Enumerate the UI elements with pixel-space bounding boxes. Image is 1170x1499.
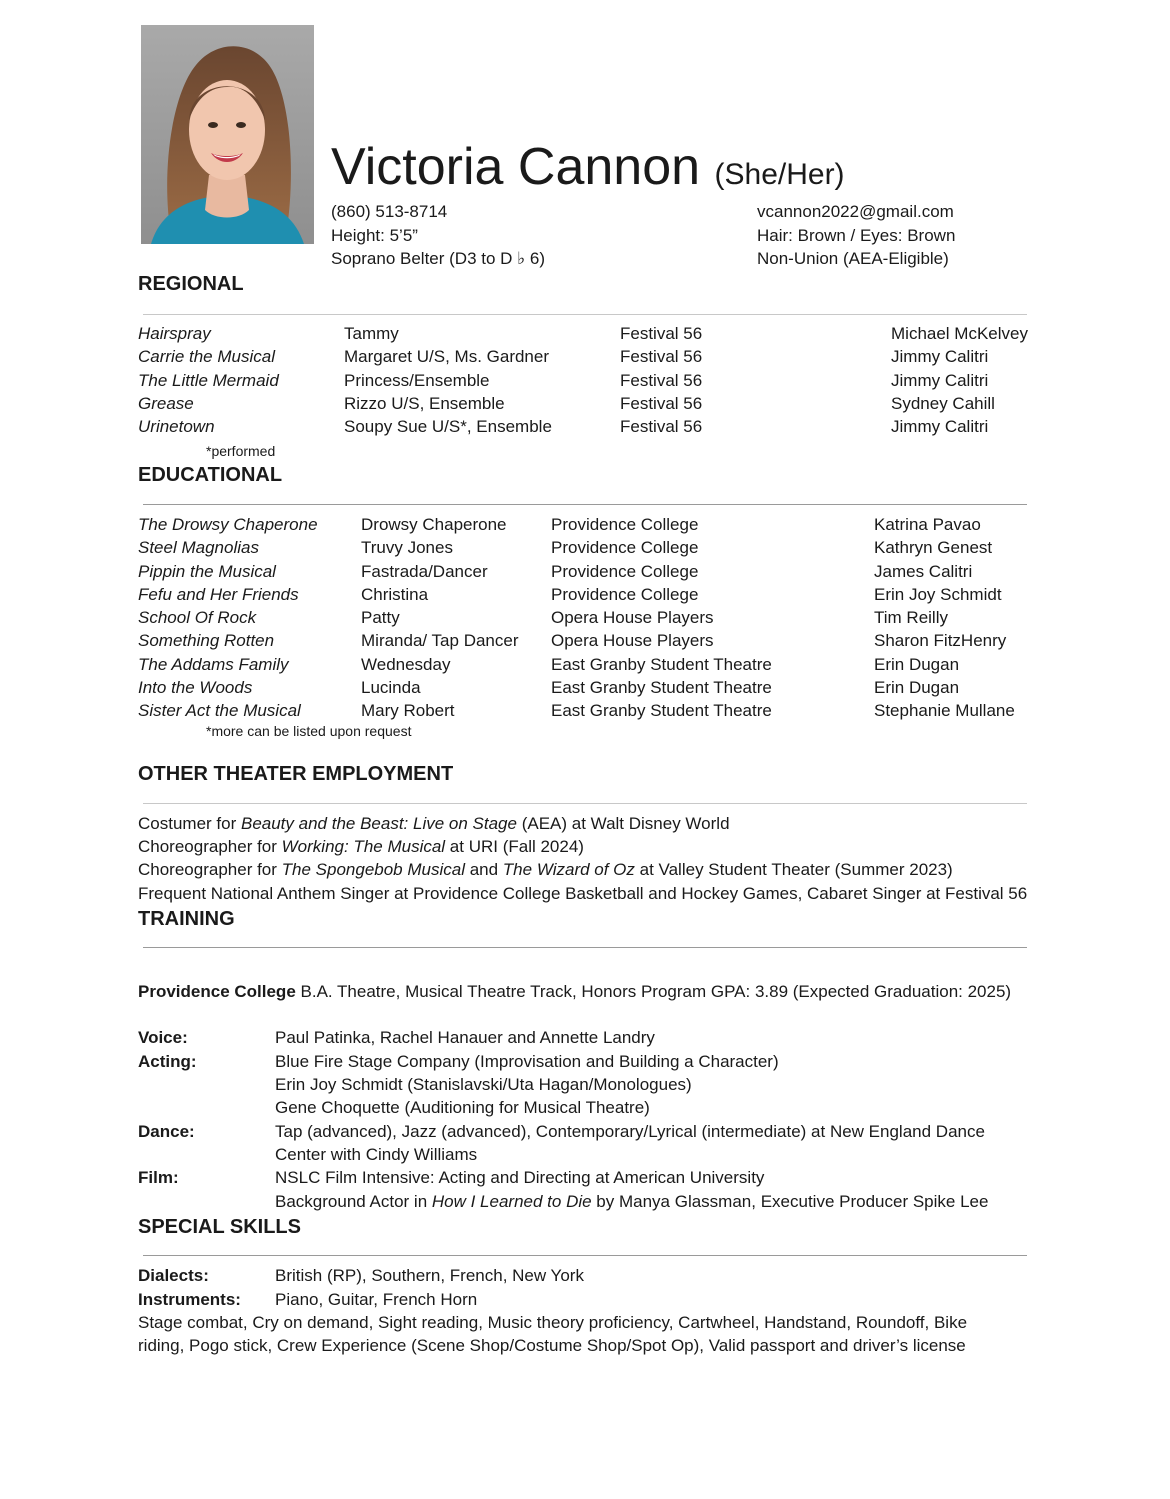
educational-director-name: Erin Dugan <box>874 654 960 674</box>
regional-role-name: Tammy <box>344 324 399 343</box>
educational-show-title: Steel Magnolias <box>138 538 259 558</box>
educational-note: *more can be listed upon request <box>206 723 412 739</box>
dialects-label: Dialects: <box>138 1266 209 1285</box>
employment-line-3: Choreographer for The Spongebob Musical and The Wizard of Oz at Valley Student Theater (Summer 2023) <box>138 860 953 879</box>
educational-role-name: Wednesday <box>361 654 451 674</box>
regional-company-name: Festival 56 <box>620 347 703 367</box>
educational-show-title: Fefu and Her Friends <box>138 584 299 604</box>
educational-director-name: Kathryn Genest <box>874 538 993 558</box>
educational-director-name: Erin Joy Schmidt <box>874 584 1002 604</box>
special-skills-divider <box>143 1255 1027 1256</box>
educational-role-name: Drowsy Chaperone <box>361 515 507 534</box>
regional-director-name: Sydney Cahill <box>891 393 995 413</box>
regional-divider <box>143 314 1027 315</box>
regional-director-name: Jimmy Calitri <box>891 370 989 390</box>
headshot-photo <box>141 25 314 244</box>
educational-director-name: James Calitri <box>874 561 973 581</box>
regional-role-name: Rizzo U/S, Ensemble <box>344 393 505 413</box>
educational-role-name: Fastrada/Dancer <box>361 561 488 581</box>
instruments-label: Instruments: <box>138 1290 241 1309</box>
training-divider <box>143 947 1027 948</box>
educational-company-name: Providence College <box>551 561 699 581</box>
educational-show-title: The Drowsy Chaperone <box>138 515 318 534</box>
educational-company-name: Providence College <box>551 538 699 558</box>
voice-label: Voice: <box>138 1028 188 1047</box>
acting-training-3: Gene Choquette (Auditioning for Musical Theatre) <box>275 1098 650 1117</box>
educational-role-name: Mary Robert <box>361 701 455 720</box>
educational-role-name: Christina <box>361 584 429 604</box>
educational-director-name: Tim Reilly <box>874 608 948 627</box>
acting-training-1: Blue Fire Stage Company (Improvisation and Building a Character) <box>275 1052 779 1071</box>
other-employment-divider <box>143 803 1027 804</box>
regional-show-title: The Little Mermaid <box>138 370 279 390</box>
acting-label: Acting: <box>138 1052 197 1071</box>
union-status: Non-Union (AEA-Eligible) <box>757 249 949 268</box>
degree-line: Providence College B.A. Theatre, Musical Theatre Track, Honors Program GPA: 3.89 (Expected Graduation: 2025) <box>138 982 1012 1001</box>
dance-training-2: Center with Cindy Williams <box>275 1145 478 1164</box>
dance-training-1: Tap (advanced), Jazz (advanced), Contemporary/Lyrical (intermediate) at New England Dance <box>275 1122 985 1141</box>
height-stat: Height: 5’5” <box>331 226 418 245</box>
educational-company-name: East Granby Student Theatre <box>551 677 772 697</box>
training-heading: TRAINING <box>138 908 235 930</box>
regional-role-name: Princess/Ensemble <box>344 370 490 390</box>
regional-heading: REGIONAL <box>138 273 244 295</box>
pronouns: (She/Her) <box>714 158 845 191</box>
educational-show-title: Into the Woods <box>138 677 253 697</box>
other-employment-heading: OTHER THEATER EMPLOYMENT <box>138 763 454 785</box>
educational-show-title: Sister Act the Musical <box>138 701 301 720</box>
educational-role-name: Truvy Jones <box>361 538 453 558</box>
educational-company-name: Providence College <box>551 584 699 604</box>
educational-director-name: Stephanie Mullane <box>874 701 1015 720</box>
voice-type: Soprano Belter (D3 to D ♭ 6) <box>331 249 546 268</box>
dance-label: Dance: <box>138 1122 195 1141</box>
regional-show-title: Hairspray <box>138 324 211 343</box>
educational-director-name: Erin Dugan <box>874 677 960 697</box>
educational-director-name: Sharon FitzHenry <box>874 631 1007 651</box>
educational-director-name: Katrina Pavao <box>874 515 981 534</box>
regional-show-title: Urinetown <box>138 417 215 436</box>
educational-heading: EDUCATIONAL <box>138 464 283 486</box>
educational-role-name: Patty <box>361 608 400 627</box>
educational-company-name: East Granby Student Theatre <box>551 654 772 674</box>
dialects-value: British (RP), Southern, French, New York <box>275 1266 584 1285</box>
educational-company-name: Opera House Players <box>551 631 714 651</box>
film-training-1: NSLC Film Intensive: Acting and Directing at American University <box>275 1168 765 1187</box>
film-training-2: Background Actor in How I Learned to Die by Manya Glassman, Executive Producer Spike Lee <box>275 1192 989 1211</box>
regional-company-name: Festival 56 <box>620 417 703 436</box>
regional-director-name: Jimmy Calitri <box>891 347 989 367</box>
regional-show-title: Carrie the Musical <box>138 347 275 367</box>
regional-director-name: Michael McKelvey <box>891 324 1028 343</box>
educational-company-name: Providence College <box>551 515 699 534</box>
other-skills-line-1: Stage combat, Cry on demand, Sight reading, Music theory proficiency, Cartwheel, Handstand, Roundoff, Bike <box>138 1313 968 1332</box>
educational-company-name: Opera House Players <box>551 608 714 627</box>
regional-show-title: Grease <box>138 393 194 413</box>
performer-name <box>331 138 845 204</box>
special-skills-heading: SPECIAL SKILLS <box>138 1216 301 1238</box>
educational-role-name: Lucinda <box>361 677 421 697</box>
educational-show-title: School Of Rock <box>138 608 257 627</box>
regional-company-name: Festival 56 <box>620 393 703 413</box>
email-address: vcannon2022@gmail.com <box>757 202 954 221</box>
educational-show-title: The Addams Family <box>138 654 289 674</box>
regional-director-name: Jimmy Calitri <box>891 417 989 436</box>
instruments-value: Piano, Guitar, French Horn <box>275 1290 478 1309</box>
educational-company-name: East Granby Student Theatre <box>551 701 772 720</box>
regional-role-name: Margaret U/S, Ms. Gardner <box>344 347 550 367</box>
employment-line-4: Frequent National Anthem Singer at Providence College Basketball and Hockey Games, Cabaret Singer at Festival 56 <box>138 884 1028 903</box>
hair-eyes-stat: Hair: Brown / Eyes: Brown <box>757 226 956 245</box>
educational-role-name: Miranda/ Tap Dancer <box>361 631 519 651</box>
film-label: Film: <box>138 1168 179 1187</box>
other-skills-line-2: riding, Pogo stick, Crew Experience (Scene Shop/Costume Shop/Spot Op), Valid passport and driver’s license <box>138 1336 966 1355</box>
regional-company-name: Festival 56 <box>620 324 703 343</box>
regional-note: *performed <box>206 443 276 459</box>
educational-divider <box>143 504 1027 505</box>
educational-show-title: Something Rotten <box>138 631 275 651</box>
employment-line-2: Choreographer for Working: The Musical at URI (Fall 2024) <box>138 837 584 856</box>
voice-teachers: Paul Patinka, Rachel Hanauer and Annette Landry <box>275 1028 655 1047</box>
educational-show-title: Pippin the Musical <box>138 561 276 581</box>
regional-company-name: Festival 56 <box>620 370 703 390</box>
acting-training-2: Erin Joy Schmidt (Stanislavski/Uta Hagan/Monologues) <box>275 1075 692 1094</box>
regional-role-name: Soupy Sue U/S*, Ensemble <box>344 417 552 436</box>
employment-line-1: Costumer for Beauty and the Beast: Live on Stage (AEA) at Walt Disney World <box>138 814 730 833</box>
name-text: Victoria Cannon <box>331 138 701 196</box>
phone-number: (860) 513-8714 <box>331 202 448 221</box>
